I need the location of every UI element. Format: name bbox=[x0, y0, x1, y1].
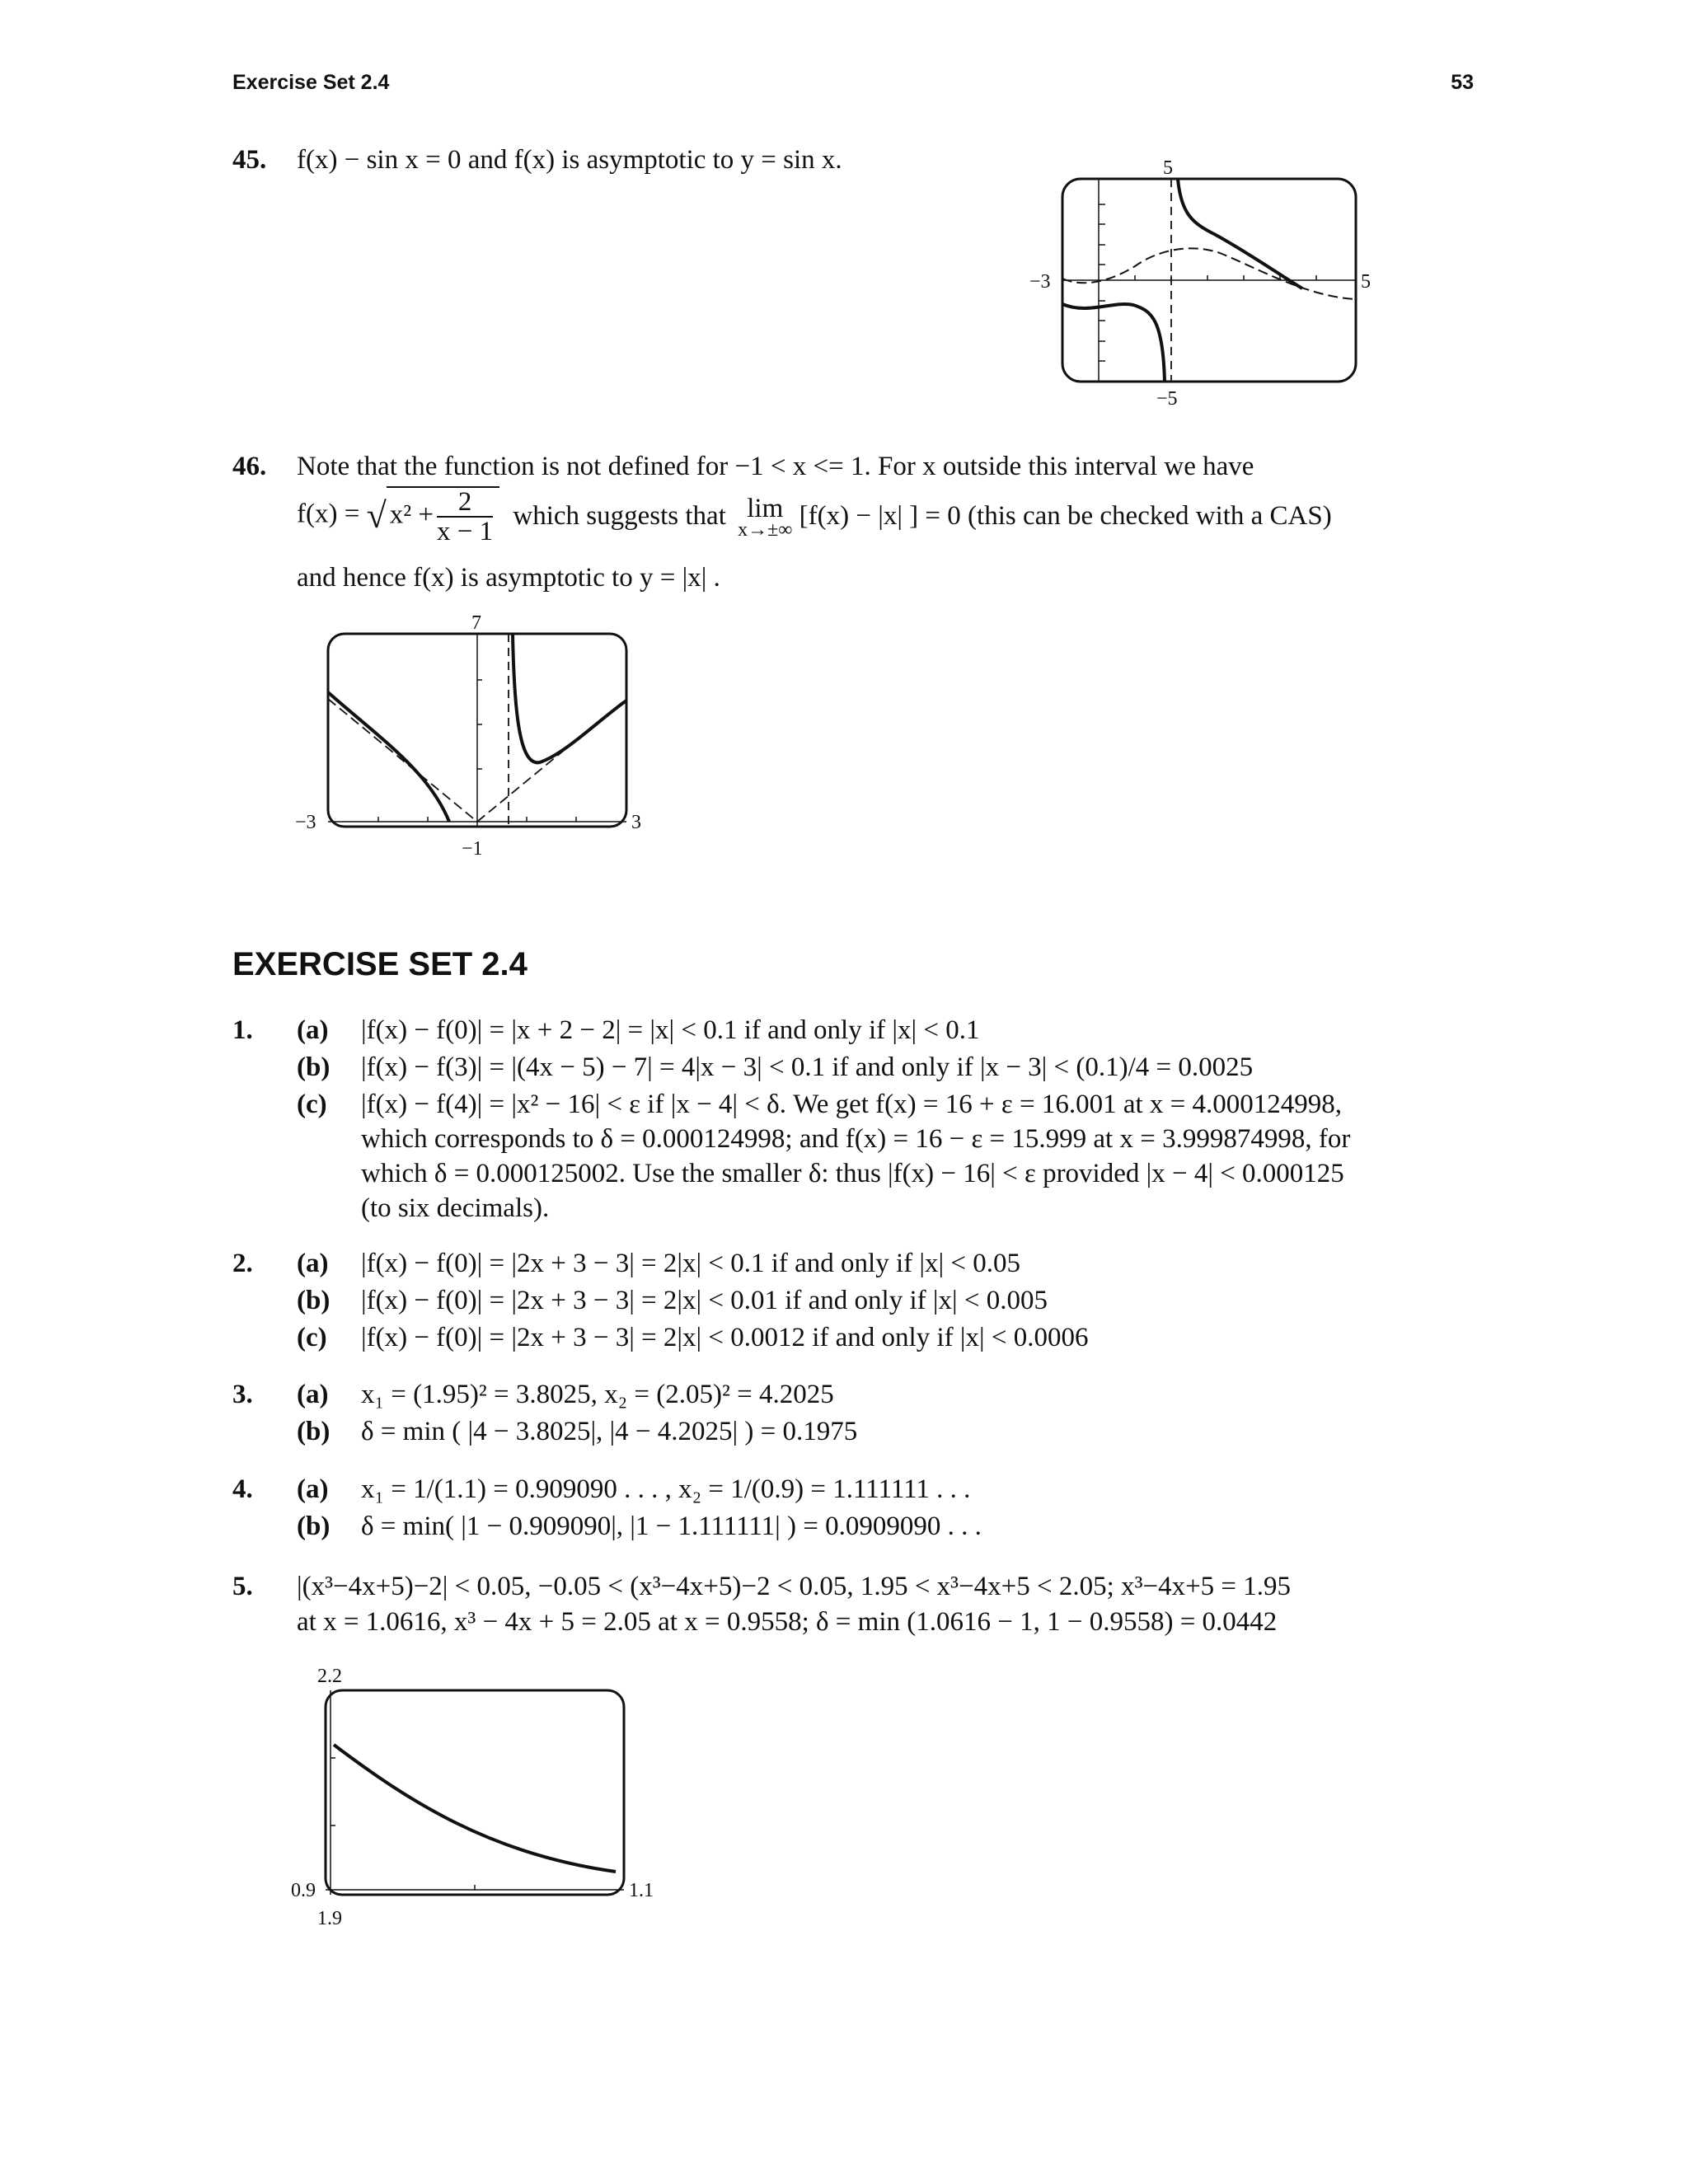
part-label: (b) bbox=[297, 1417, 331, 1446]
part-label: (a) bbox=[297, 1380, 329, 1409]
graph-46-xmax-label: 3 bbox=[631, 812, 641, 833]
ex1-c-text-1: |f(x) − f(4)| = |x² − 16| < ε if |x − 4| < δ. We get f(x) = 16 + ε = 16.001 at x = 4.000124998, bbox=[361, 1090, 1342, 1119]
ex2-b-text: |f(x) − f(0)| = |2x + 3 − 3| = 2|x| < 0.01 if and only if |x| < 0.005 bbox=[361, 1286, 1048, 1315]
graph-5-ymax-label: 2.2 bbox=[317, 1666, 342, 1687]
problem-46-line-1 bbox=[232, 450, 1254, 483]
problem-number: 3. bbox=[232, 1380, 253, 1409]
ex2-a bbox=[232, 1247, 1020, 1280]
problem-number: 4. bbox=[232, 1474, 253, 1504]
graph-45-xmin-label: −3 bbox=[1029, 271, 1051, 293]
graph-46-x-mark-label: −1 bbox=[462, 838, 483, 860]
problem-number: 45. bbox=[232, 145, 267, 175]
graph-45-xmax-label: 5 bbox=[1361, 271, 1371, 293]
problem-number: 1. bbox=[232, 1015, 253, 1045]
limit-subscript: x→±∞ bbox=[738, 519, 793, 541]
problem-number: 5. bbox=[232, 1572, 253, 1601]
sqrt-radicand bbox=[387, 486, 499, 546]
fraction-numerator: 2 bbox=[437, 488, 493, 518]
problem-45-text: f(x) − sin x = 0 and f(x) is asymptotic to y = sin x. bbox=[297, 145, 842, 175]
ex5-line-1 bbox=[232, 1570, 1291, 1603]
page-number: 53 bbox=[1451, 71, 1474, 94]
graph-45-ymin-label: −5 bbox=[1156, 388, 1178, 408]
ex1-a bbox=[232, 1014, 979, 1047]
part-label: (b) bbox=[297, 1286, 331, 1315]
graph-5-ticks bbox=[331, 1758, 475, 1890]
graph-46-ymax-label: 7 bbox=[471, 614, 481, 634]
part-label: (c) bbox=[297, 1090, 327, 1119]
graph-5-xmax-label: 1.1 bbox=[629, 1880, 654, 1901]
graph-46-right-branch bbox=[513, 634, 626, 762]
graph-45 bbox=[1010, 152, 1397, 408]
problem-number: 2. bbox=[232, 1249, 253, 1278]
ex2-c-text: |f(x) − f(0)| = |2x + 3 − 3| = 2|x| < 0.0012 if and only if |x| < 0.0006 bbox=[361, 1323, 1089, 1352]
ex5-text-2: at x = 1.0616, x³ − 4x + 5 = 2.05 at x = 0.9558; δ = min (1.0616 − 1, 1 − 0.9558) = 0.0442 bbox=[297, 1607, 1278, 1637]
problem-46-text-1: Note that the function is not defined for −1 < x <= 1. For x outside this interval we have bbox=[297, 452, 1254, 481]
ex3-a bbox=[232, 1378, 834, 1411]
problem-46-line-2 bbox=[297, 486, 1332, 546]
part-label: (b) bbox=[297, 1052, 331, 1082]
running-header: Exercise Set 2.4 bbox=[232, 71, 390, 94]
ex3-b bbox=[297, 1415, 857, 1448]
graph-45-ymax-label: 5 bbox=[1163, 157, 1173, 179]
part-label: (a) bbox=[297, 1015, 329, 1045]
ex4-a bbox=[232, 1473, 970, 1506]
ex1-b-text: |f(x) − f(3)| = |(4x − 5) − 7| = 4|x − 3| < 0.1 if and only if |x − 3| < (0.1)/4 = 0.0025 bbox=[361, 1052, 1254, 1082]
graph-46-left-branch bbox=[328, 692, 449, 822]
part-label: (b) bbox=[297, 1511, 331, 1541]
graph-46-xmin-label: −3 bbox=[295, 812, 316, 833]
fx-label: f(x) = bbox=[297, 499, 360, 529]
part-label: (c) bbox=[297, 1323, 327, 1352]
problem-45 bbox=[232, 143, 842, 176]
ex4-a-text: x₁ = 1/(1.1) = 0.909090 . . . , x₂ = 1/(0.9) = 1.111111 . . . bbox=[361, 1474, 971, 1504]
ex2-c bbox=[297, 1321, 1088, 1354]
limit-expression: [f(x) − |x| ] = 0 (this can be checked with a CAS) bbox=[799, 501, 1332, 531]
sqrt-symbol: √ bbox=[366, 495, 387, 536]
ex4-b bbox=[297, 1510, 982, 1543]
ex5-text-1: |(x³−4x+5)−2| < 0.05, −0.05 < (x³−4x+5)−2 < 0.05, 1.95 < x³−4x+5 < 2.05; x³−4x+5 = 1.95 bbox=[297, 1572, 1292, 1601]
ex1-b bbox=[297, 1051, 1253, 1084]
part-label: (a) bbox=[297, 1474, 329, 1504]
graph-5 bbox=[284, 1652, 680, 1933]
limit-operator: lim bbox=[747, 494, 784, 523]
ex3-a-text: x₁ = (1.95)² = 3.8025, x₂ = (2.05)² = 4.2025 bbox=[361, 1380, 834, 1409]
ex3-b-text: δ = min ( |4 − 3.8025|, |4 − 4.2025| ) = 0.1975 bbox=[361, 1417, 858, 1446]
part-label: (a) bbox=[297, 1249, 329, 1278]
limit bbox=[738, 494, 793, 541]
problem-number: 46. bbox=[232, 452, 267, 481]
graph-5-curve bbox=[334, 1745, 616, 1872]
graph-46 bbox=[288, 614, 668, 878]
suggests-text: which suggests that bbox=[513, 501, 726, 531]
ex1-c bbox=[297, 1088, 1342, 1121]
graph-5-xmin-label: 0.9 bbox=[291, 1880, 316, 1901]
ex1-c-text-3: which δ = 0.000125002. Use the smaller δ: thus |f(x) − 16| < ε provided |x − 4| < 0.000125 bbox=[361, 1159, 1344, 1188]
fraction bbox=[437, 488, 493, 546]
section-title: EXERCISE SET 2.4 bbox=[232, 946, 528, 982]
ex4-b-text: δ = min( |1 − 0.909090|, |1 − 1.111111| ) = 0.0909090 . . . bbox=[361, 1511, 982, 1541]
graph-46-asymptote-left bbox=[328, 699, 477, 822]
problem-46-line-3: and hence f(x) is asymptotic to y = |x| . bbox=[297, 563, 720, 593]
ex1-c-text-4: (to six decimals). bbox=[361, 1193, 550, 1223]
sqrt-term: x² + bbox=[389, 499, 434, 530]
ex2-b bbox=[297, 1284, 1048, 1317]
graph-5-ymin-label: 1.9 bbox=[317, 1908, 342, 1929]
graph-45-asymptote-curve bbox=[1062, 248, 1356, 299]
graph-45-ticks bbox=[1099, 204, 1316, 361]
ex2-a-text: |f(x) − f(0)| = |2x + 3 − 3| = 2|x| < 0.1 if and only if |x| < 0.05 bbox=[361, 1249, 1020, 1278]
ex1-c-text-2: which corresponds to δ = 0.000124998; and f(x) = 16 − ε = 15.999 at x = 3.999874998, for bbox=[361, 1124, 1351, 1154]
ex1-a-text: |f(x) − f(0)| = |x + 2 − 2| = |x| < 0.1 if and only if |x| < 0.1 bbox=[361, 1015, 980, 1045]
fraction-denominator: x − 1 bbox=[437, 517, 494, 546]
graph-45-left-branch bbox=[1062, 304, 1165, 382]
graph-45-right-branch bbox=[1178, 179, 1302, 288]
